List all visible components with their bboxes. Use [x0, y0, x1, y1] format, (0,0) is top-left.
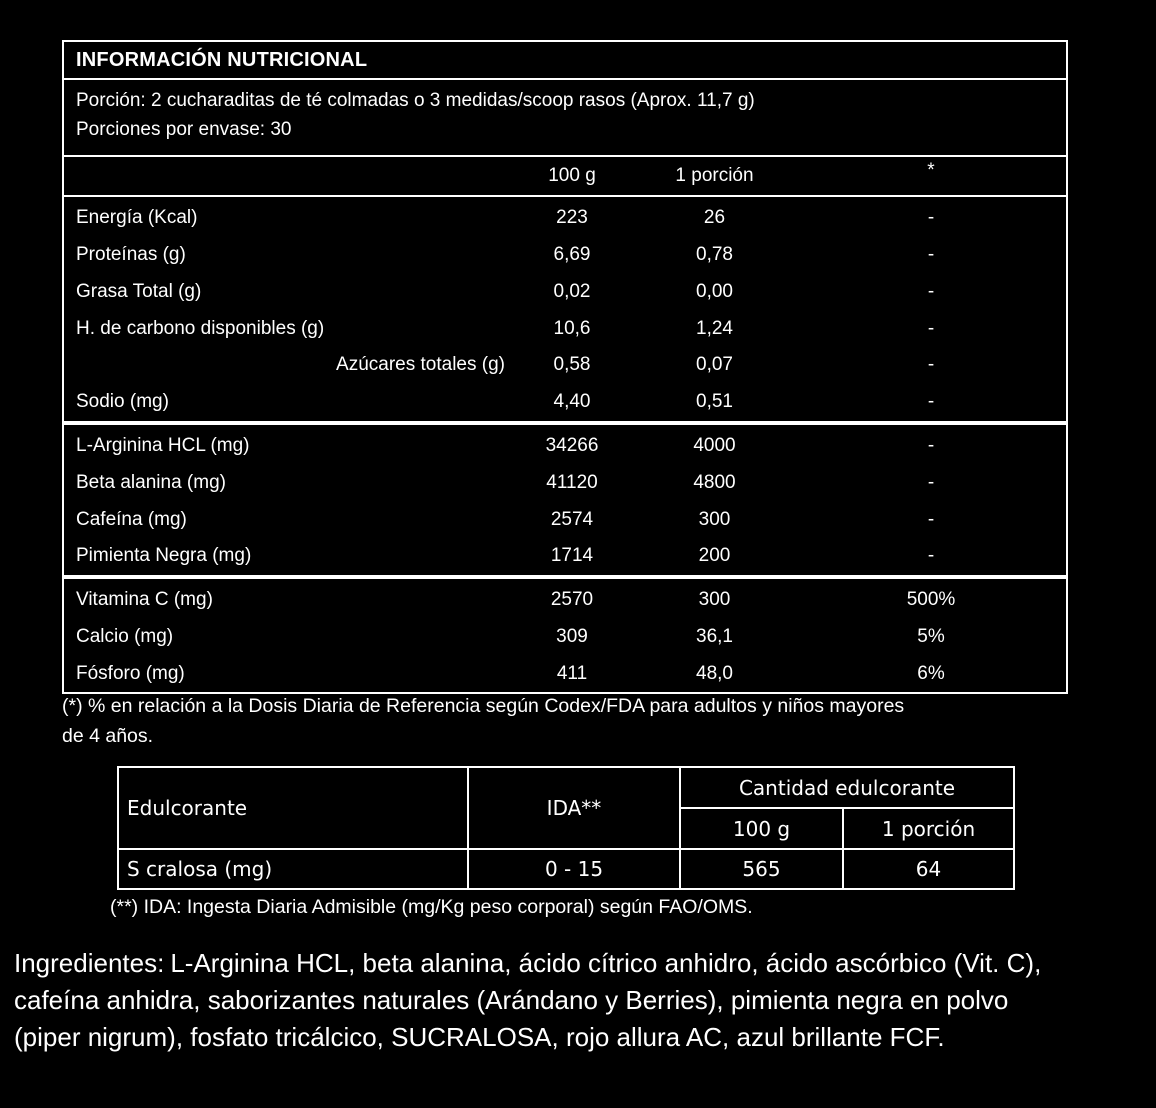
row-label: Cafeína (mg): [76, 508, 187, 530]
row-value-portion: 0,78: [696, 244, 733, 266]
row-value-100g: 41120: [546, 471, 598, 493]
row-label: L-Arginina HCL (mg): [76, 435, 250, 457]
row-value-100g: 2570: [550, 589, 594, 611]
row-label: Proteínas (g): [76, 244, 186, 266]
row-label: Calcio (mg): [76, 626, 174, 648]
daily-value-footnote-line-1: (*) % en relación a la Dosis Diaria de Referencia según Codex/FDA para adultos y niños mayores: [62, 695, 905, 717]
row-value-100g: 10,6: [553, 317, 591, 339]
row-value-daily: -: [927, 280, 935, 302]
vitamin-mineral-rows: [64, 582, 1066, 692]
ingredients-line-3: (piper nigrum), fosfato tricálcico, SUCRALOSA, rojo allura AC, azul brillante FCF.: [14, 1021, 945, 1052]
table-row: [64, 538, 1066, 575]
table-row: [64, 384, 1066, 421]
sweetener-row-portion: 64: [843, 850, 1013, 888]
table-row-sub: [64, 347, 1066, 384]
column-header-row: [64, 157, 1066, 195]
row-value-100g: 309: [556, 626, 588, 648]
ingredients-line-2: cafeína anhidra, saborizantes naturales (Arándano y Berries), pimienta negra en polvo: [14, 984, 1009, 1015]
row-value-100g: 2574: [550, 508, 594, 530]
row-value-daily: -: [927, 471, 935, 493]
row-value-daily: -: [927, 207, 935, 229]
row-value-portion: 0,07: [696, 354, 733, 376]
ingredients-block: [14, 945, 1149, 1056]
row-value-portion: 200: [698, 545, 731, 567]
row-value-daily: -: [927, 391, 935, 413]
sweetener-row-name: S cralosa (mg): [118, 849, 468, 889]
row-value-100g: 34266: [545, 435, 599, 457]
sweetener-header-amount-100g: 100 g: [732, 816, 791, 841]
sweetener-row-amount-subtable: [681, 850, 1013, 888]
ingredients-line-1: [14, 945, 1149, 982]
table-row: [64, 501, 1066, 538]
sweetener-amount-subheader-row: [681, 808, 1013, 848]
row-label: Pimienta Negra (mg): [76, 545, 252, 567]
row-value-100g: 4,40: [553, 391, 591, 413]
section-active-ingredients: [64, 428, 1066, 575]
sweetener-row-amounts: [680, 849, 1014, 889]
column-header-nutrient: [64, 157, 511, 195]
sweetener-amount-group: [680, 767, 1014, 849]
row-value-daily: -: [927, 354, 935, 376]
table-row: [64, 464, 1066, 501]
column-header-table: [64, 157, 1066, 195]
row-value-daily: -: [927, 435, 935, 457]
row-value-portion: 0,00: [696, 280, 733, 302]
serving-size-line: Porción: 2 cucharaditas de té colmadas o 3 medidas/scoop rasos (Aprox. 11,7 g): [76, 90, 755, 111]
row-value-daily: -: [927, 545, 935, 567]
table-row: [64, 582, 1066, 619]
row-value-daily: 5%: [917, 626, 945, 648]
row-value-daily: 6%: [917, 662, 945, 684]
sweetener-table: [117, 766, 1015, 890]
row-value-portion: 300: [698, 589, 731, 611]
table-row: [64, 237, 1066, 274]
row-value-portion: 300: [698, 508, 731, 530]
daily-value-footnote: [62, 691, 1102, 751]
table-row: [64, 428, 1066, 465]
row-value-daily: -: [927, 317, 935, 339]
row-value-100g: 1714: [550, 545, 594, 567]
row-value-portion: 0,51: [696, 391, 733, 413]
column-header-100g: 100 g: [548, 164, 596, 186]
sweetener-amount-title-row: [681, 768, 1013, 808]
table-row: [64, 310, 1066, 347]
ida-footnote: (**) IDA: Ingesta Diaria Admisible (mg/Kg peso corporal) según FAO/OMS.: [110, 896, 753, 918]
ingredients-text-1: L-Arginina HCL, beta alanina, ácido cítrico anhidro, ácido ascórbico (Vit. C),: [170, 948, 1042, 978]
sweetener-header-ida: IDA**: [468, 767, 680, 849]
row-value-portion: 26: [703, 207, 726, 229]
row-value-portion: 4800: [693, 471, 736, 493]
sweetener-row-amount-values: [681, 850, 1013, 888]
sweetener-header-name: Edulcorante: [118, 767, 468, 849]
section-macronutrients: [64, 200, 1066, 421]
row-label: Grasa Total (g): [76, 280, 202, 302]
table-row: [64, 200, 1066, 237]
row-value-portion: 4000: [693, 435, 736, 457]
row-value-daily: 500%: [906, 589, 956, 611]
serving-info: [64, 80, 1066, 155]
table-row: [118, 849, 1014, 889]
row-value-100g: 223: [556, 207, 588, 229]
row-value-100g: 0,58: [553, 354, 591, 376]
row-label: Energía (Kcal): [76, 207, 198, 229]
panel-title: INFORMACIÓN NUTRICIONAL: [76, 49, 368, 71]
row-label: H. de carbono disponibles (g): [76, 317, 325, 339]
row-value-daily: -: [927, 244, 935, 266]
row-value-portion: 36,1: [696, 626, 733, 648]
servings-per-container-line: Porciones por envase: 30: [76, 119, 292, 141]
sweetener-amount-subtable: [681, 768, 1013, 848]
row-label: Azúcares totales (g): [336, 354, 505, 376]
row-label: Vitamina C (mg): [76, 589, 213, 611]
sweetener-row-100g: 565: [742, 857, 781, 881]
daily-value-footnote-line-2: de 4 años.: [62, 725, 154, 748]
nutrition-facts-table: [62, 40, 1068, 694]
column-header-daily-value: *: [927, 160, 935, 182]
ingredients-label: Ingredientes:: [14, 948, 165, 978]
table-row: [64, 619, 1066, 656]
sweetener-header-amount: Cantidad edulcorante: [681, 768, 1013, 808]
row-label: Beta alanina (mg): [76, 471, 226, 493]
section-vitamins-minerals: [64, 582, 1066, 692]
row-label: Fósforo (mg): [76, 662, 185, 684]
table-row: [64, 655, 1066, 692]
sweetener-row-ida: 0 - 15: [468, 849, 680, 889]
row-value-100g: 411: [556, 662, 588, 684]
row-value-100g: 6,69: [553, 244, 591, 266]
row-value-daily: -: [927, 508, 935, 530]
column-header-portion: 1 porción: [675, 164, 754, 186]
row-value-portion: 48,0: [696, 662, 733, 684]
row-label: Sodio (mg): [76, 391, 169, 413]
sweetener-header-amount-portion: 1 porción: [843, 808, 1013, 848]
sweetener-header-row: [118, 767, 1014, 849]
active-ingredient-rows: [64, 428, 1066, 575]
macronutrient-rows: [64, 200, 1066, 421]
table-row: [64, 273, 1066, 310]
row-value-portion: 1,24: [696, 317, 733, 339]
row-value-100g: 0,02: [553, 280, 591, 302]
